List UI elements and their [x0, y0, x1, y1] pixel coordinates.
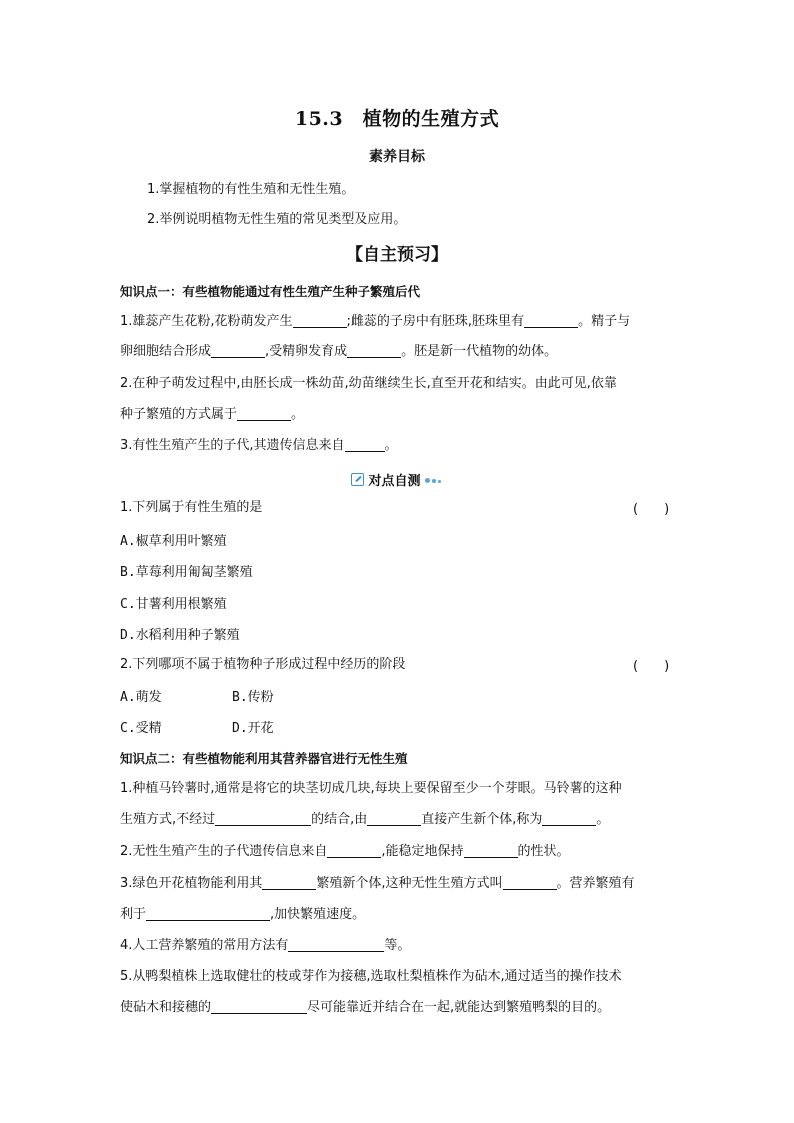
- answer-parentheses[interactable]: ( ): [633, 502, 670, 517]
- blank[interactable]: [524, 313, 578, 328]
- blank[interactable]: [327, 843, 381, 858]
- kp1-q2-line2: 种子繁殖的方式属于 。: [120, 407, 305, 422]
- blank[interactable]: [262, 875, 316, 890]
- blank[interactable]: [215, 811, 311, 826]
- blank[interactable]: [542, 811, 596, 826]
- subtitle: 素养目标: [369, 149, 425, 165]
- option-b[interactable]: B.传粉: [232, 690, 274, 705]
- blank[interactable]: [347, 343, 401, 358]
- goal-2: 2.举例说明植物无性生殖的常见类型及应用。: [147, 212, 407, 227]
- blank[interactable]: [293, 313, 347, 328]
- blank[interactable]: [503, 875, 557, 890]
- option-a[interactable]: A.萌发: [120, 690, 162, 705]
- blank[interactable]: [211, 999, 307, 1014]
- kp2-q3-line1: 3.绿色开花植物能利用其 繁殖新个体,这种无性生殖方式叫 。营养繁殖有: [120, 876, 635, 891]
- blank[interactable]: [237, 406, 291, 421]
- mc-q1-stem: 1.下列属于有性生殖的是: [120, 500, 263, 515]
- kp1-q1-line1: 1.雄蕊产生花粉,花粉萌发产生 ;雌蕊的子房中有胚珠,胚珠里有 。精子与: [120, 314, 631, 329]
- self-test-banner: 对点自测: [0, 470, 794, 489]
- blank[interactable]: [211, 343, 265, 358]
- option-c[interactable]: C.甘薯利用根繁殖: [120, 597, 227, 612]
- knowledge-point-2-heading: 知识点二：有些植物能利用其营养器官进行无性生殖: [120, 751, 408, 766]
- kp2-q3-line2: 利于 ,加快繁殖速度。: [120, 907, 366, 922]
- dots-icon: [425, 472, 443, 487]
- option-d[interactable]: D.开花: [232, 721, 274, 736]
- kp1-q1-line2: 卵细胞结合形成 ,受精卵发育成 。胚是新一代植物的幼体。: [120, 344, 558, 359]
- blank[interactable]: [345, 437, 385, 452]
- kp2-q2: 2.无性生殖产生的子代遗传信息来自 ,能稳定地保持 的性状。: [120, 844, 570, 859]
- option-d[interactable]: D.水稻利用种子繁殖: [120, 628, 240, 643]
- blank[interactable]: [146, 906, 270, 921]
- blank[interactable]: [288, 937, 384, 952]
- section-heading: 【自主预习】: [346, 245, 448, 265]
- option-a[interactable]: A.椒草利用叶繁殖: [120, 534, 227, 549]
- answer-parentheses[interactable]: ( ): [633, 659, 670, 674]
- blank[interactable]: [367, 811, 421, 826]
- option-c[interactable]: C.受精: [120, 721, 162, 736]
- kp2-q1-line2: 生殖方式,不经过 的结合,由 直接产生新个体,称为 。: [120, 812, 610, 827]
- kp1-q3: 3.有性生殖产生的子代,其遗传信息来自 。: [120, 438, 398, 453]
- kp2-q4: 4.人工营养繁殖的常用方法有 等。: [120, 938, 411, 953]
- blank[interactable]: [464, 843, 518, 858]
- kp2-q5-line1: 5.从鸭梨植株上选取健壮的枝或芽作为接穗,选取杜梨植株作为砧木,通过适当的操作技术: [120, 969, 622, 984]
- goal-1: 1.掌握植物的有性生殖和无性生殖。: [147, 182, 355, 197]
- knowledge-point-1-heading: 知识点一：有些植物能通过有性生殖产生种子繁殖后代: [120, 284, 421, 299]
- kp2-q5-line2: 使砧木和接穗的 尽可能靠近并结合在一起,就能达到繁殖鸭梨的目的。: [120, 1000, 611, 1015]
- mc-q2-stem: 2.下列哪项不属于植物种子形成过程中经历的阶段: [120, 657, 406, 672]
- page-title: 15.3 植物的生殖方式: [294, 108, 500, 130]
- kp2-q1-line1: 1.种植马铃薯时,通常是将它的块茎切成几块,每块上要保留至少一个芽眼。马铃薯的这种: [120, 781, 622, 796]
- pencil-icon: [351, 473, 364, 486]
- option-b[interactable]: B.草莓利用匍匐茎繁殖: [120, 565, 253, 580]
- kp1-q2-line1: 2.在种子萌发过程中,由胚长成一株幼苗,幼苗继续生长,直至开花和结实。由此可见,依靠: [120, 376, 617, 391]
